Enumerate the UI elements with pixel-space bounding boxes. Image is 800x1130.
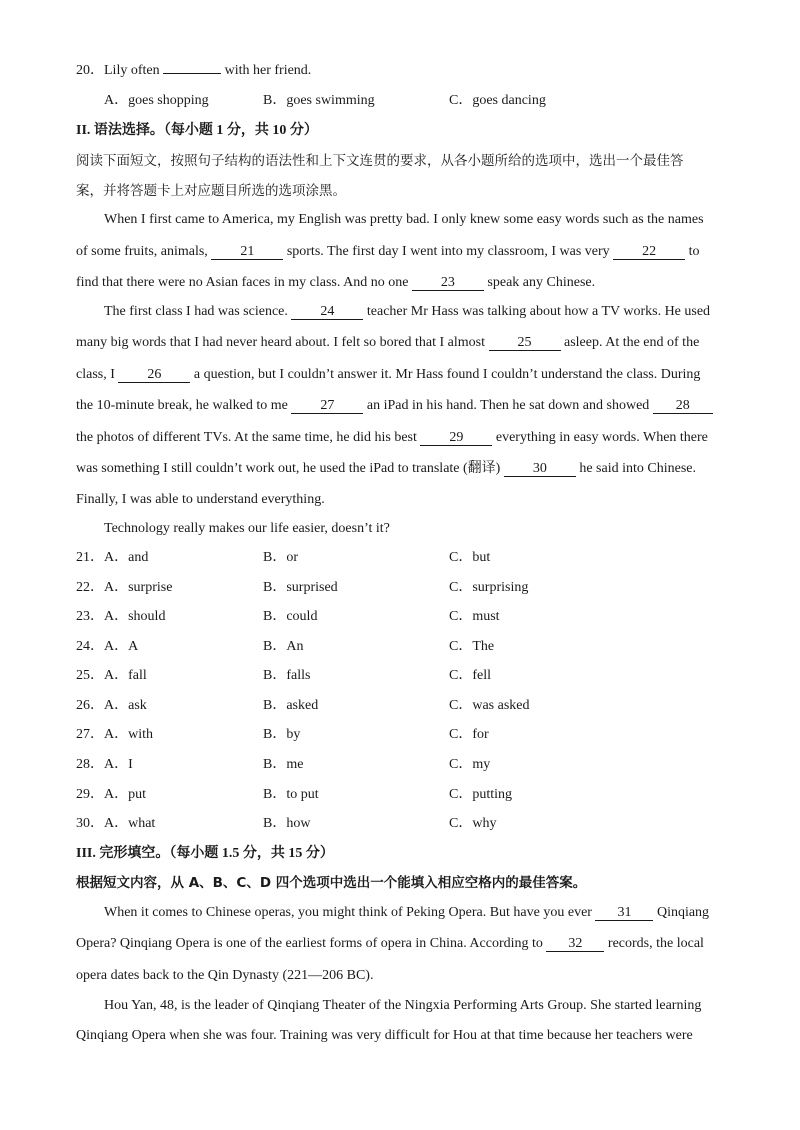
- passage-line: Hou Yan, 48, is the leader of Qinqiang Theater of the Ningxia Performing Arts Group. She started learning: [104, 998, 702, 1013]
- option-c: C．but: [449, 550, 491, 565]
- passage-text: find that there were no Asian faces in my class. And no one: [76, 275, 412, 290]
- passage-line: opera dates back to the Qin Dynasty (221—206 BC).: [76, 968, 374, 983]
- option-b: B．me: [263, 757, 304, 772]
- section-instruction: 阅读下面短文，按照句子结构的语法性和上下文连贯的要求，从各小题所给的选项中，选出一个最佳答: [76, 153, 684, 169]
- passage-line: [104, 303, 710, 321]
- passage-line: [76, 935, 704, 953]
- question-number: 26．: [76, 698, 104, 713]
- passage-text: a question, but I couldn’t answer it. Mr Hass found I couldn’t understand the class. During: [190, 367, 701, 382]
- passage-line: [76, 366, 700, 384]
- passage-text: of some fruits, animals,: [76, 244, 212, 259]
- option-a: A．A: [104, 639, 139, 654]
- answer-blank: 29: [420, 430, 492, 446]
- question-number: 22．: [76, 580, 104, 595]
- answer-blank: 22: [613, 244, 685, 260]
- answer-blank: 31: [595, 905, 653, 921]
- answer-blank: 21: [211, 244, 283, 260]
- option-a: A．fall: [104, 668, 147, 683]
- option-a: A．ask: [104, 698, 147, 713]
- passage-line: [76, 243, 700, 261]
- passage-text: speak any Chinese.: [483, 275, 596, 290]
- passage-text: The first class I had was science.: [104, 304, 292, 319]
- passage-text: many big words that I had never heard about. I felt so bored that I almost: [76, 335, 489, 350]
- option-c: C．fell: [449, 668, 491, 683]
- option-a: A．surprise: [104, 580, 173, 595]
- passage-line: [76, 397, 713, 415]
- section-instruction: 根据短文内容，从 A、B、C、D 四个选项中选出一个能填入相应空格内的最佳答案。: [76, 875, 587, 891]
- option-a: A．I: [104, 757, 133, 772]
- option-a: A．goes shopping: [104, 93, 209, 108]
- option-c: C．my: [449, 757, 491, 772]
- option-c: C．surprising: [449, 580, 529, 595]
- answer-blank: 27: [291, 398, 363, 414]
- option-c: C．must: [449, 609, 500, 624]
- option-b: B．by: [263, 727, 301, 742]
- question-number: 29．: [76, 787, 104, 802]
- passage-text: teacher Mr Hass was talking about how a TV works. He used: [363, 304, 711, 319]
- option-c: C．The: [449, 639, 495, 654]
- question-number: 23．: [76, 609, 104, 624]
- option-b: B．to put: [263, 787, 319, 802]
- section-instruction: 案，并将答题卡上对应题目所选的选项涂黑。: [76, 183, 346, 199]
- option-c: C．goes dancing: [449, 93, 546, 108]
- option-a: A．put: [104, 787, 146, 802]
- question-number: 24．: [76, 639, 104, 654]
- option-b: B．asked: [263, 698, 319, 713]
- passage-line: [76, 274, 595, 292]
- answer-blank: 25: [489, 335, 561, 351]
- option-b: B．goes swimming: [263, 93, 375, 108]
- option-c: C．why: [449, 816, 497, 831]
- answer-blank: [163, 73, 221, 74]
- passage-line: [76, 460, 696, 478]
- passage-text: the photos of different TVs. At the same time, he did his best: [76, 430, 421, 445]
- passage-line: Qinqiang Opera when she was four. Training was very difficult for Hou at that time because her teachers were: [76, 1028, 693, 1043]
- passage-line: When I first came to America, my English was pretty bad. I only knew some easy words such as the names: [104, 212, 704, 227]
- option-b: B．or: [263, 550, 298, 565]
- answer-blank: 32: [546, 936, 604, 952]
- section-heading: II. 语法选择。（每小题 1 分，共 10 分）: [76, 123, 318, 138]
- passage-text: asleep. At the end of the: [560, 335, 700, 350]
- option-c: C．for: [449, 727, 489, 742]
- answer-blank: 23: [412, 275, 484, 291]
- answer-blank: 26: [118, 367, 190, 383]
- question-text: Lily often: [104, 63, 164, 78]
- question-number: 28．: [76, 757, 104, 772]
- question-20: [76, 62, 311, 80]
- option-a: A．what: [104, 816, 156, 831]
- section-heading: III. 完形填空。（每小题 1.5 分，共 15 分）: [76, 846, 334, 861]
- option-b: B．how: [263, 816, 311, 831]
- question-number: 20．: [76, 63, 104, 78]
- passage-text: class, I: [76, 367, 119, 382]
- question-number: 27．: [76, 727, 104, 742]
- option-b: B．surprised: [263, 580, 338, 595]
- option-a: A．should: [104, 609, 166, 624]
- passage-text: everything in easy words. When there: [492, 430, 708, 445]
- passage-text: records, the local: [604, 936, 704, 951]
- option-c: C．was asked: [449, 698, 530, 713]
- passage-line: Finally, I was able to understand everything.: [76, 492, 325, 507]
- passage-text: sports. The first day I went into my classroom, I was very: [283, 244, 614, 259]
- passage-text: an iPad in his hand. Then he sat down and showed: [363, 398, 653, 413]
- question-text: with her friend.: [221, 63, 312, 78]
- option-a: A．and: [104, 550, 149, 565]
- option-a: A．with: [104, 727, 153, 742]
- question-number: 30．: [76, 816, 104, 831]
- passage-text: the 10-minute break, he walked to me: [76, 398, 292, 413]
- passage-line: [76, 429, 708, 447]
- option-c: C．putting: [449, 787, 513, 802]
- passage-text: When it comes to Chinese operas, you might think of Peking Opera. But have you ever: [104, 905, 596, 920]
- passage-text: he said into Chinese.: [575, 461, 696, 476]
- passage-line: [76, 334, 699, 352]
- option-b: B．falls: [263, 668, 311, 683]
- passage-line: Technology really makes our life easier, doesn’t it?: [104, 521, 390, 536]
- answer-blank: 24: [291, 304, 363, 320]
- passage-text: to: [685, 244, 700, 259]
- option-b: B．An: [263, 639, 304, 654]
- answer-blank: 30: [504, 461, 576, 477]
- question-number: 21．: [76, 550, 104, 565]
- passage-text: Qinqiang: [653, 905, 710, 920]
- passage-text: was something I still couldn’t work out, he used the iPad to translate (翻译): [76, 461, 504, 476]
- option-b: B．could: [263, 609, 318, 624]
- question-number: 25．: [76, 668, 104, 683]
- answer-blank: 28: [653, 398, 713, 414]
- passage-text: Opera? Qinqiang Opera is one of the earliest forms of opera in China. According to: [76, 936, 547, 951]
- passage-line: [104, 904, 709, 922]
